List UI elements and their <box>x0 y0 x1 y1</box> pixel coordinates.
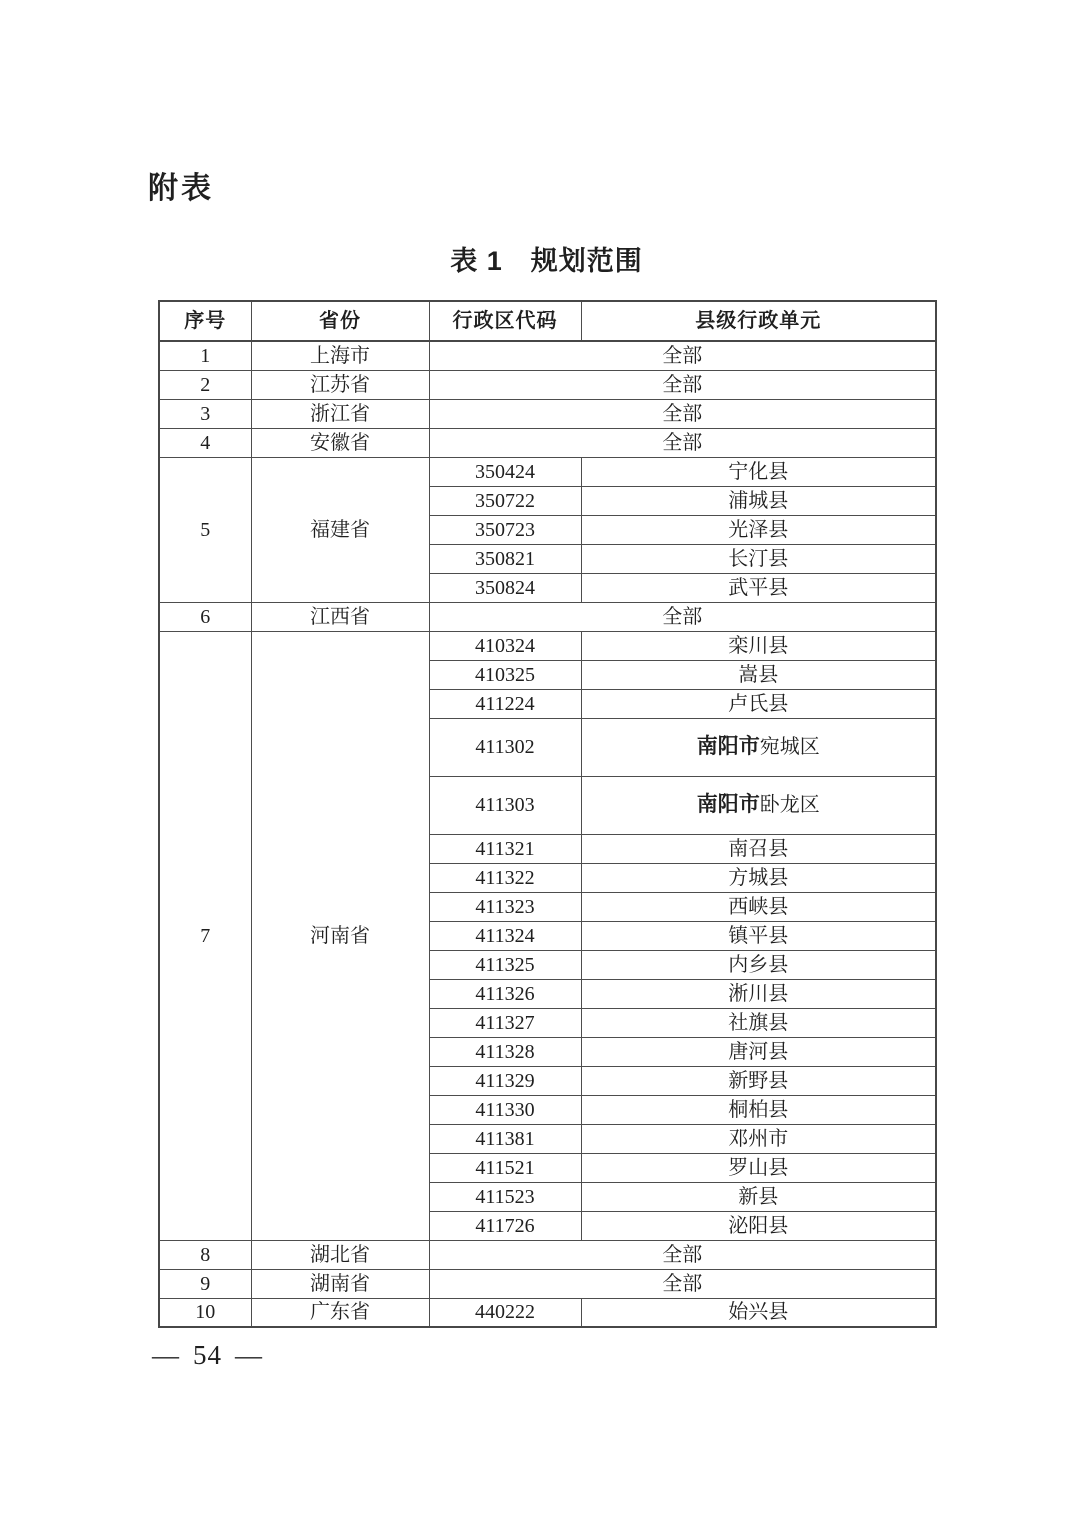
row-number-cell: 7 <box>159 631 251 1240</box>
col-header-county: 县级行政单元 <box>581 301 936 341</box>
county-cell: 罗山县 <box>581 1153 936 1182</box>
row-number-cell: 2 <box>159 370 251 399</box>
page-number-left-dash: — <box>152 1340 180 1370</box>
scope-all-cell: 全部 <box>429 370 936 399</box>
county-prefix: 南阳市 <box>696 793 760 817</box>
table-title: 表 1 规划范围 <box>450 246 643 276</box>
row-number-cell: 3 <box>159 399 251 428</box>
county-cell: 内乡县 <box>581 950 936 979</box>
county-cell: 始兴县 <box>581 1298 936 1327</box>
row-number-cell: 8 <box>159 1240 251 1269</box>
scope-all-cell: 全部 <box>429 428 936 457</box>
district-code-cell: 410324 <box>429 631 581 660</box>
county-cell: 邓州市 <box>581 1124 936 1153</box>
county-cell: 方城县 <box>581 863 936 892</box>
county-cell: 嵩县 <box>581 660 936 689</box>
table-row <box>159 1298 936 1327</box>
row-number-cell: 9 <box>159 1269 251 1298</box>
row-number-cell: 4 <box>159 428 251 457</box>
district-code-cell: 411328 <box>429 1037 581 1066</box>
county-cell: 镇平县 <box>581 921 936 950</box>
county-cell: 浦城县 <box>581 486 936 515</box>
col-header-no: 序号 <box>159 301 251 341</box>
district-code-cell: 411326 <box>429 979 581 1008</box>
row-number-cell: 6 <box>159 602 251 631</box>
table-row <box>159 341 936 370</box>
row-number-cell: 5 <box>159 457 251 602</box>
province-cell: 湖南省 <box>251 1269 429 1298</box>
row-number-cell: 1 <box>159 341 251 370</box>
table-row <box>159 1269 936 1298</box>
page-number <box>152 1340 263 1371</box>
district-code-cell: 411726 <box>429 1211 581 1240</box>
county-cell: 唐河县 <box>581 1037 936 1066</box>
district-code-cell: 350821 <box>429 544 581 573</box>
county-cell: 新野县 <box>581 1066 936 1095</box>
district-code-cell: 411330 <box>429 1095 581 1124</box>
county-cell: 西峡县 <box>581 892 936 921</box>
county-cell: 南召县 <box>581 834 936 863</box>
county-cell <box>581 776 936 834</box>
table-row <box>159 457 936 486</box>
attachment-label: 附表 <box>148 172 214 205</box>
province-cell: 广东省 <box>251 1298 429 1327</box>
province-cell: 福建省 <box>251 457 429 602</box>
county-cell: 宁化县 <box>581 457 936 486</box>
district-code-cell: 411329 <box>429 1066 581 1095</box>
planning-range-table <box>158 300 937 1328</box>
district-code-cell: 411224 <box>429 689 581 718</box>
county-name: 卧龙区 <box>759 794 820 817</box>
col-header-code: 行政区代码 <box>429 301 581 341</box>
county-cell: 长汀县 <box>581 544 936 573</box>
table-header <box>159 301 936 341</box>
table-row <box>159 370 936 399</box>
scope-all-cell: 全部 <box>429 399 936 428</box>
province-cell: 河南省 <box>251 631 429 1240</box>
scope-all-cell: 全部 <box>429 341 936 370</box>
county-cell: 光泽县 <box>581 515 936 544</box>
district-code-cell: 411381 <box>429 1124 581 1153</box>
province-cell: 江西省 <box>251 602 429 631</box>
table-row <box>159 602 936 631</box>
table-row <box>159 631 936 660</box>
district-code-cell: 440222 <box>429 1298 581 1327</box>
district-code-cell: 350722 <box>429 486 581 515</box>
district-code-cell: 411521 <box>429 1153 581 1182</box>
scope-all-cell: 全部 <box>429 602 936 631</box>
county-cell: 社旗县 <box>581 1008 936 1037</box>
scope-all-cell: 全部 <box>429 1269 936 1298</box>
county-cell: 卢氏县 <box>581 689 936 718</box>
district-code-cell: 350424 <box>429 457 581 486</box>
page-number-right-dash: — <box>235 1340 263 1370</box>
province-cell: 安徽省 <box>251 428 429 457</box>
province-cell: 江苏省 <box>251 370 429 399</box>
table-row <box>159 399 936 428</box>
district-code-cell: 411327 <box>429 1008 581 1037</box>
row-number-cell: 10 <box>159 1298 251 1327</box>
header-row <box>159 301 936 341</box>
scope-all-cell: 全部 <box>429 1240 936 1269</box>
province-cell: 浙江省 <box>251 399 429 428</box>
county-name: 宛城区 <box>759 736 820 759</box>
col-header-province: 省份 <box>251 301 429 341</box>
table-row <box>159 1240 936 1269</box>
county-cell <box>581 718 936 776</box>
district-code-cell: 411302 <box>429 718 581 776</box>
table-body <box>159 341 936 1327</box>
county-prefix: 南阳市 <box>696 735 760 759</box>
county-cell: 桐柏县 <box>581 1095 936 1124</box>
district-code-cell: 411303 <box>429 776 581 834</box>
province-cell: 上海市 <box>251 341 429 370</box>
district-code-cell: 410325 <box>429 660 581 689</box>
county-cell: 新县 <box>581 1182 936 1211</box>
district-code-cell: 411322 <box>429 863 581 892</box>
county-cell: 武平县 <box>581 573 936 602</box>
district-code-cell: 350824 <box>429 573 581 602</box>
province-cell: 湖北省 <box>251 1240 429 1269</box>
district-code-cell: 411523 <box>429 1182 581 1211</box>
page-number-value: 54 <box>193 1340 222 1370</box>
table-row <box>159 428 936 457</box>
county-cell: 泌阳县 <box>581 1211 936 1240</box>
district-code-cell: 411323 <box>429 892 581 921</box>
county-cell: 淅川县 <box>581 979 936 1008</box>
district-code-cell: 350723 <box>429 515 581 544</box>
district-code-cell: 411324 <box>429 921 581 950</box>
district-code-cell: 411325 <box>429 950 581 979</box>
district-code-cell: 411321 <box>429 834 581 863</box>
county-cell: 栾川县 <box>581 631 936 660</box>
